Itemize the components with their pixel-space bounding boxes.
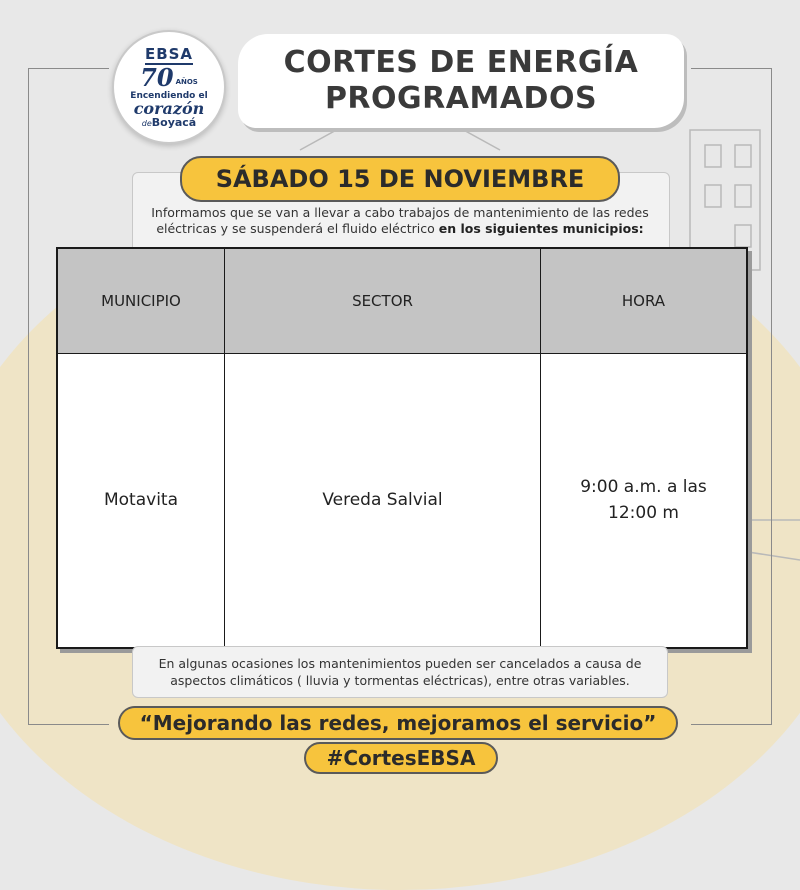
page-title bbox=[238, 34, 684, 128]
table-row bbox=[58, 354, 746, 646]
header-sector: SECTOR bbox=[225, 249, 541, 353]
date-badge: SÁBADO 15 DE NOVIEMBRE bbox=[180, 156, 620, 202]
logo-brand: EBSA bbox=[144, 44, 194, 63]
table-header-row bbox=[58, 249, 746, 354]
intro-text-bold: en los siguientes municipios: bbox=[438, 221, 644, 236]
title-line2: PROGRAMADOS bbox=[324, 81, 598, 116]
logo-line3-prefix: de bbox=[141, 118, 152, 128]
logo-line1: Encendiendo el bbox=[130, 90, 208, 101]
ebsa-70-logo bbox=[112, 30, 226, 144]
slogan-banner: “Mejorando las redes, mejoramos el servicio” bbox=[118, 706, 678, 740]
cell-hora bbox=[541, 354, 746, 646]
cell-hora-text: 9:00 a.m. a las 12:00 m bbox=[580, 477, 707, 523]
intro-text-regular: Informamos que se van a llevar a cabo trabajos de mantenimiento de las redes eléctricas y se suspenderá el fluido eléctrico bbox=[151, 205, 649, 236]
header-hora: HORA bbox=[621, 292, 666, 310]
logo-line2: corazón bbox=[133, 98, 205, 118]
hashtag-badge: #CortesEBSA bbox=[304, 742, 498, 774]
disclaimer-note: En algunas ocasiones los mantenimientos pueden ser cancelados a causa de aspectos climáticos ( lluvia y tormentas eléctricas), entre otras variables. bbox=[132, 646, 668, 698]
schedule-table bbox=[56, 247, 748, 649]
cell-municipio: Motavita bbox=[58, 354, 225, 646]
header-municipio: MUNICIPIO bbox=[58, 249, 225, 353]
intro-text bbox=[132, 205, 668, 237]
logo-years-label: AÑOS bbox=[175, 77, 198, 86]
title-line1: CORTES DE ENERGÍA bbox=[283, 45, 639, 80]
logo-line3: Boyacá bbox=[151, 115, 197, 129]
cell-sector: Vereda Salvial bbox=[225, 354, 541, 646]
logo-years: 70 bbox=[140, 62, 174, 92]
